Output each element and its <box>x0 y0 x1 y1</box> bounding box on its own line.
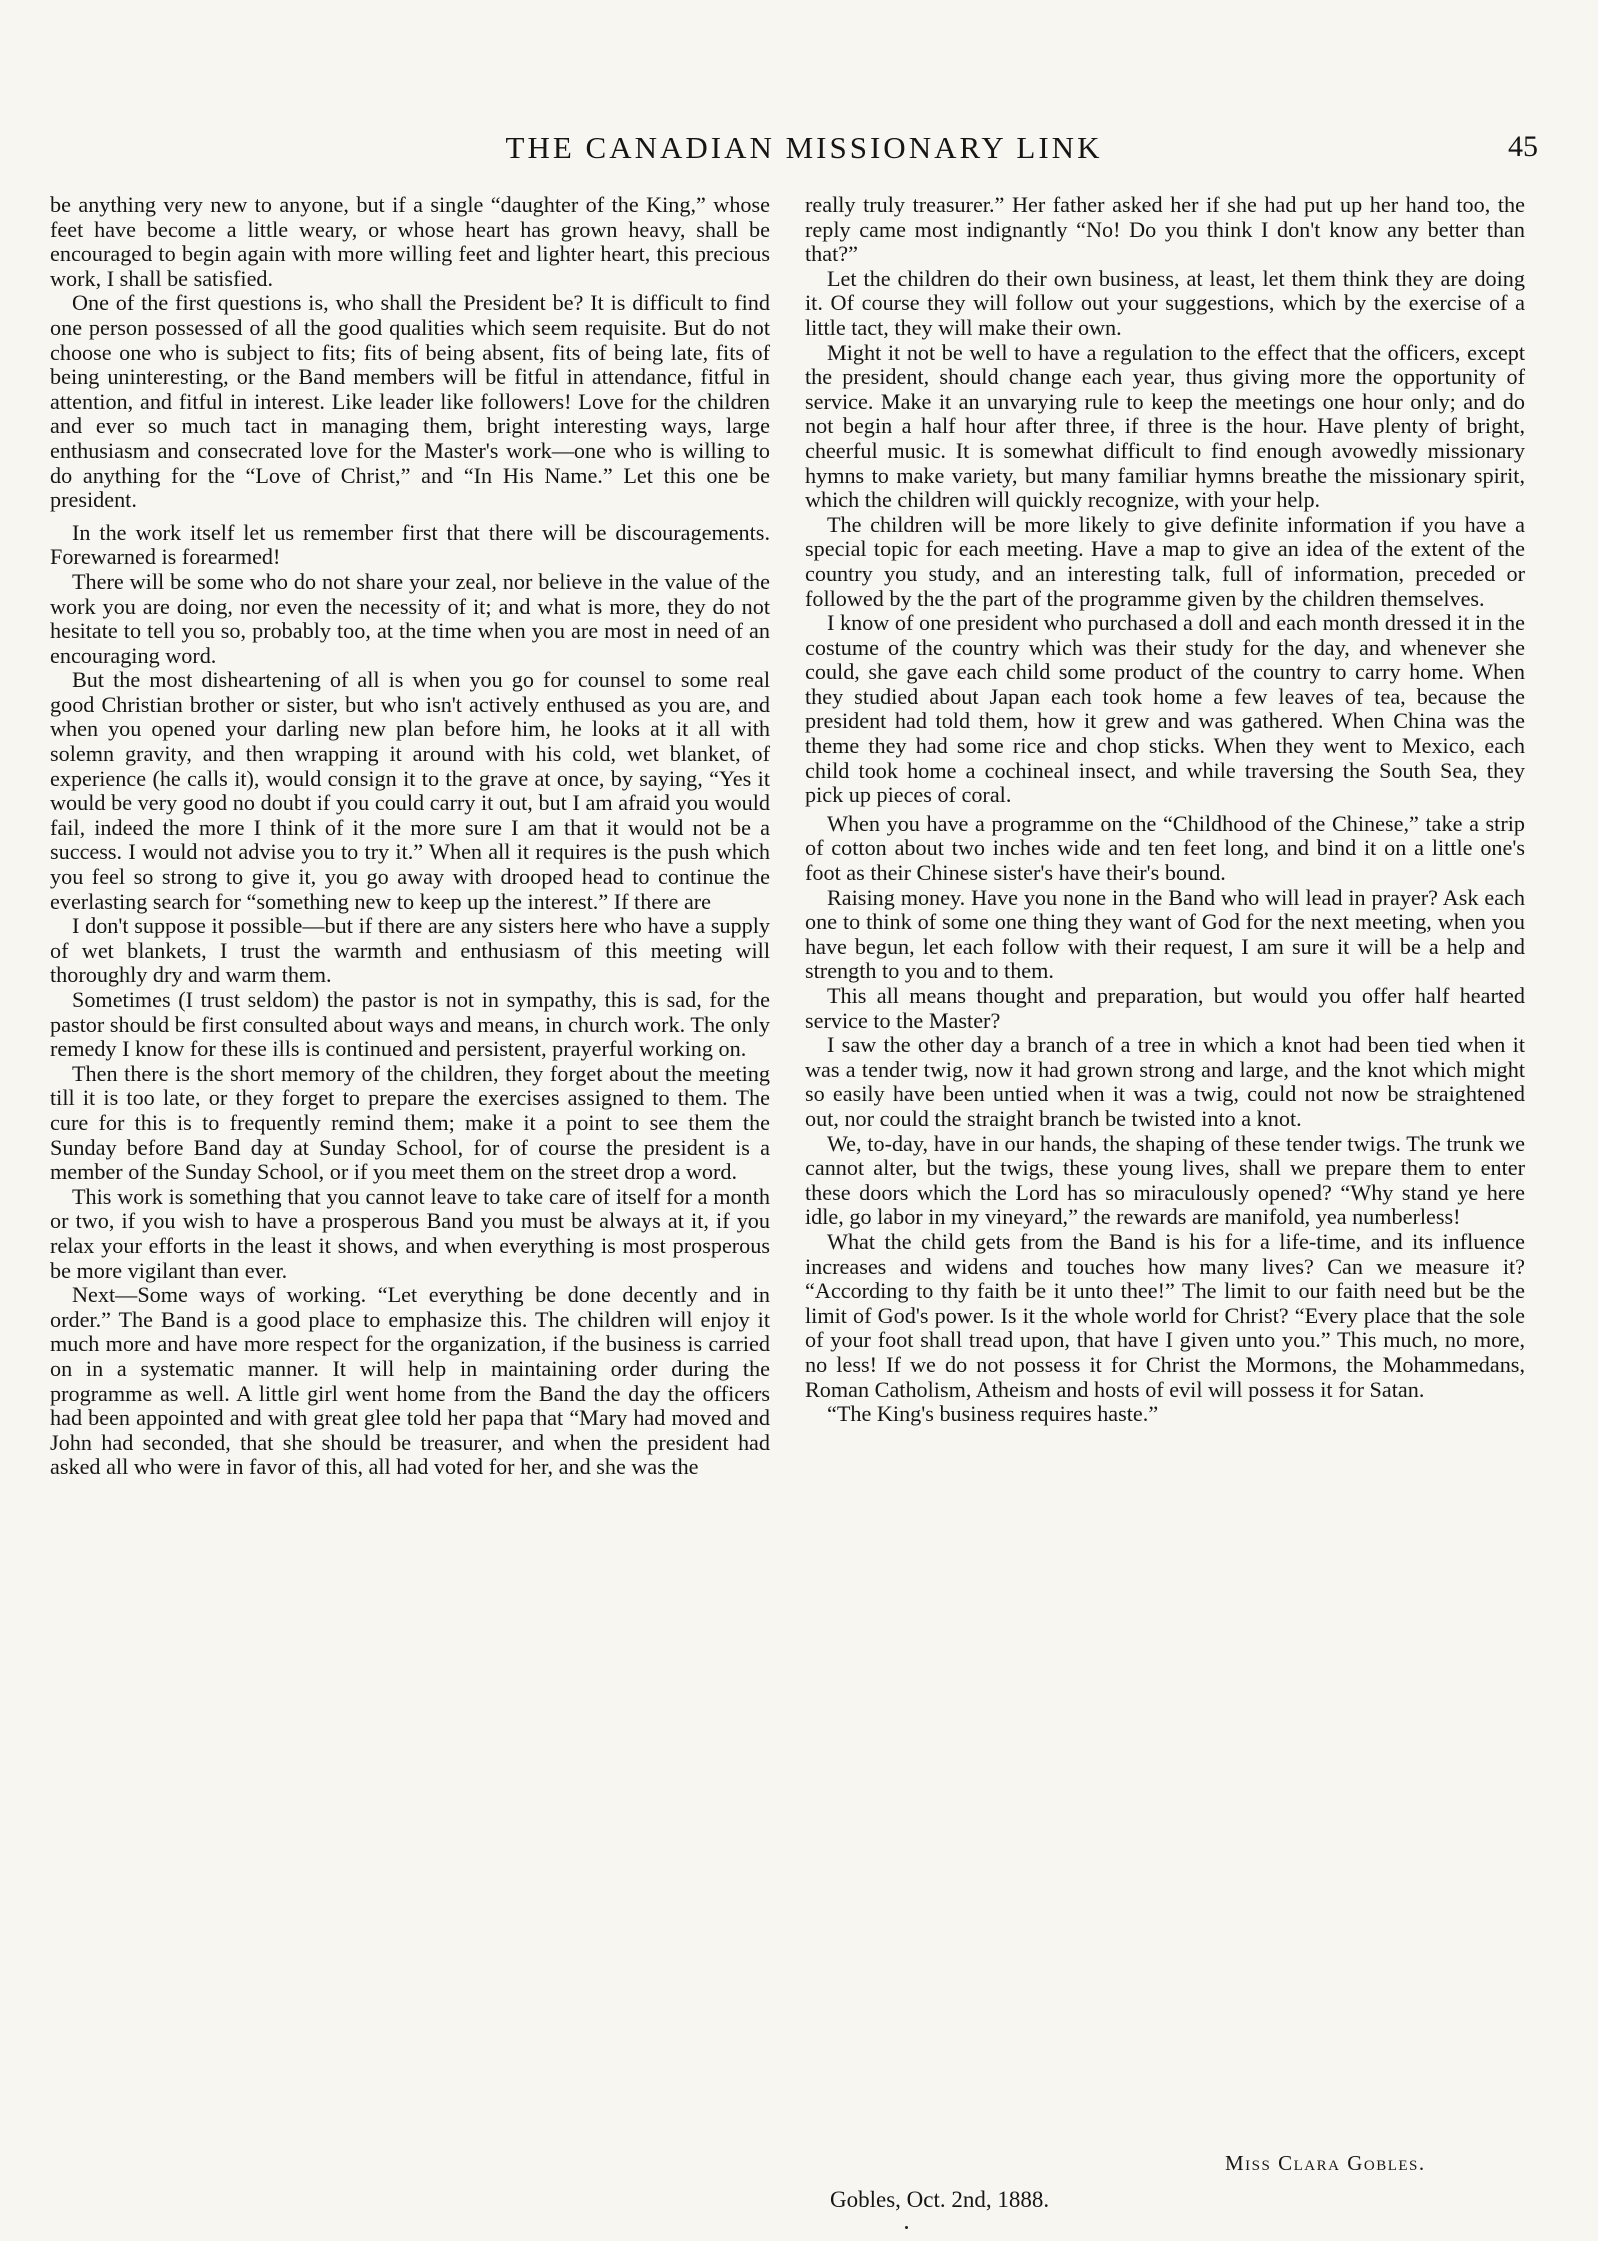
paragraph: “The King's business requires haste.” <box>827 1401 1159 1427</box>
paragraph: This all means thought and preparation, but would you offer half hearted service to the Master? <box>805 983 1525 1033</box>
page-number: 45 <box>1508 130 1538 163</box>
right-column <box>805 193 1525 1427</box>
paragraph: There will be some who do not share your zeal, nor believe in the value of the work you are doing, nor even the necessity of it; and what is more, they do not hesitate to tell you so, probably too, at the time when you are most in need of an encouraging word. <box>50 568 770 668</box>
paragraph: I saw the other day a branch of a tree in which a knot had been tied when it was a tender twig, now it had grown strong and large, and the knot which might so easily have been untied when it was a twig, could not now be straightened out, nor could the straight branch be twisted into a knot. <box>805 1032 1525 1131</box>
journal-title: THE CANADIAN MISSIONARY LINK <box>505 130 1103 165</box>
dateline: Gobles, Oct. 2nd, 1888. <box>830 2187 1050 2212</box>
paragraph: Sometimes (I trust seldom) the pastor is not in sympathy, this is sad, for the pastor should be first consulted about ways and means, in church work. The only remedy I know for these ills is continued and persistent, prayerful working on. <box>50 987 770 1062</box>
paragraph: really truly treasurer.” Her father asked her if she had put up her hand too, the reply came most indignantly “No! Do you think I don't know any better than that?” <box>805 192 1525 267</box>
paragraph: I don't suppose it possible—but if there are any sisters here who have a supply of wet blankets, I trust the warmth and enthusiasm of this meeting will thoroughly dry and warm them. <box>50 913 770 988</box>
paragraph: be anything very new to anyone, but if a single “daughter of the King,” whose feet have become a little weary, or whose heart has grown heavy, shall be encouraged to begin again with more willing feet and lighter heart, this precious work, I shall be satisfied. <box>50 192 770 291</box>
paragraph: But the most disheartening of all is when you go for counsel to some real good Christian brother or sister, but who isn't actively enthused as you are, and when you opened your darling new plan before him, he looks at it all with solemn gravity, and then wrapping it around with his cold, wet blanket, of experience (he calls it), would consign it to the grave at once, by saying, “Yes it would be very good no doubt if you could carry it out, but I am afraid you would fail, indeed the more I think of it the more sure I am that it would not be a success. I would not advise you to try it.” When all it requires is the push which you feel so strong to give it, you go away with drooped head to continue the everlasting search for “something new to keep up the interest.” If there are <box>50 667 770 914</box>
paragraph: Let the children do their own business, at least, let them think they are doing it. Of course they will follow out your suggestions, which by the exercise of a little tact, they will make their own. <box>805 265 1525 340</box>
paragraph: In the work itself let us remember first that there will be discouragements. Forewarned is forearmed! <box>50 519 770 570</box>
ink-speck <box>905 2226 908 2229</box>
paragraph: Might it not be well to have a regulation to the effect that the officers, except the president, should change each year, thus giving more the opportunity of service. Make it an unvarying rule to keep the meetings one hour only; and do not begin a half hour after three, if three is the hour. Have plenty of bright, cheerful music. It is somewhat difficult to find enough avowedly missionary hymns to make variety, but many familiar hymns breathe the missionary spirit, which the children will quickly recognize, with your help. <box>805 339 1525 513</box>
paragraph: What the child gets from the Band is his for a life-time, and its influence increases and widens and touches how many lives? Can we measure it? “According to thy faith be it unto thee!” The limit to our faith need but be the limit of God's power. Is it the whole world for Christ? “Every place that the sole of your foot shall tread upon, that have I given unto you.” This much, no more, no less! If we do not possess it for Christ the Mormons, the Mohammedans, Roman Catholism, Atheism and hosts of evil will possess it for Satan. <box>805 1228 1525 1402</box>
paragraph: Then there is the short memory of the children, they forget about the meeting till it is too late, or they forget to prepare the exercises assigned to them. The cure for this is to frequently remind them; make it a point to see them the Sunday before Band day at Sunday School, for of course the president is a member of the Sunday School, or if you meet them on the street drop a word. <box>50 1060 770 1185</box>
paragraph: I know of one president who purchased a doll and each month dressed it in the costume of the country which was their study for the day, and whenever she could, she gave each child some product of the country to carry home. When they studied about Japan each took home a few leaves of tea, because the president had told them, how it grew and was gathered. When China was the theme they had some rice and chop sticks. When they went to Mexico, each child took home a cochineal insect, and while traversing the South Sea, they pick up pieces of coral. <box>805 610 1525 808</box>
paragraph: We, to-day, have in our hands, the shaping of these tender twigs. The trunk we cannot alter, but the twigs, these young lives, shall we prepare them to enter these doors which the Lord has so miraculously opened? “Why stand ye here idle, go labor in my vineyard,” the rewards are manifold, yea numberless! <box>805 1130 1525 1230</box>
paragraph: The children will be more likely to give definite information if you have a special topic for each meeting. Have a map to give an idea of the extent of the country you study, and an interesting talk, full of information, preceded or followed by the the part of the programme given by the children themselves. <box>805 511 1525 611</box>
paragraph: One of the first questions is, who shall the President be? It is difficult to find one person possessed of all the good qualities which seem requisite. But do not choose one who is subject to fits; fits of being absent, fits of being late, fits of being uninteresting, or the Band members will be fitful in attendance, fitful in attention, and fitful in interest. Like leader like followers! Love for the children and ever so much tact in managing them, bright interesting ways, large enthusiasm and consecrated love for the Master's work—one who is willing to do anything for the “Love of Christ,” and “In His Name.” Let this one be president. <box>50 290 770 513</box>
paragraph: This work is something that you cannot leave to take care of itself for a month or two, if you wish to have a prosperous Band you must be always at it, if you relax your efforts in the least it shows, and when everything is most prosperous be more vigilant than ever. <box>50 1183 770 1283</box>
left-column <box>50 193 770 1480</box>
running-header <box>40 130 1568 170</box>
paragraph: Raising money. Have you none in the Band who will lead in prayer? Ask each one to think of some one thing they want of God for the next meeting, when you have begun, let each follow with their request, I am sure it will be a help and strength to you and to them. <box>805 884 1525 984</box>
paragraph: Next—Some ways of working. “Let everything be done decently and in order.” The Band is a good place to emphasize this. The children will enjoy it much more and have more respect for the organization, if the business is carried on in a systematic manner. It will help in maintaining order during the programme as well. A little girl went home from the Band the day the officers had been appointed and with great glee told her papa that “Mary had moved and John had seconded, that she should be treasurer, and when the president had asked all who were in favor of this, all had voted for her, and she was the <box>50 1282 770 1480</box>
author-signature: Miss Clara Gobles. <box>1225 2151 1426 2175</box>
paragraph: When you have a programme on the “Childhood of the Chinese,” take a strip of cotton about two inches wide and ten feet long, and bind it on a little one's foot as their Chinese sister's have their's bound. <box>805 810 1525 886</box>
